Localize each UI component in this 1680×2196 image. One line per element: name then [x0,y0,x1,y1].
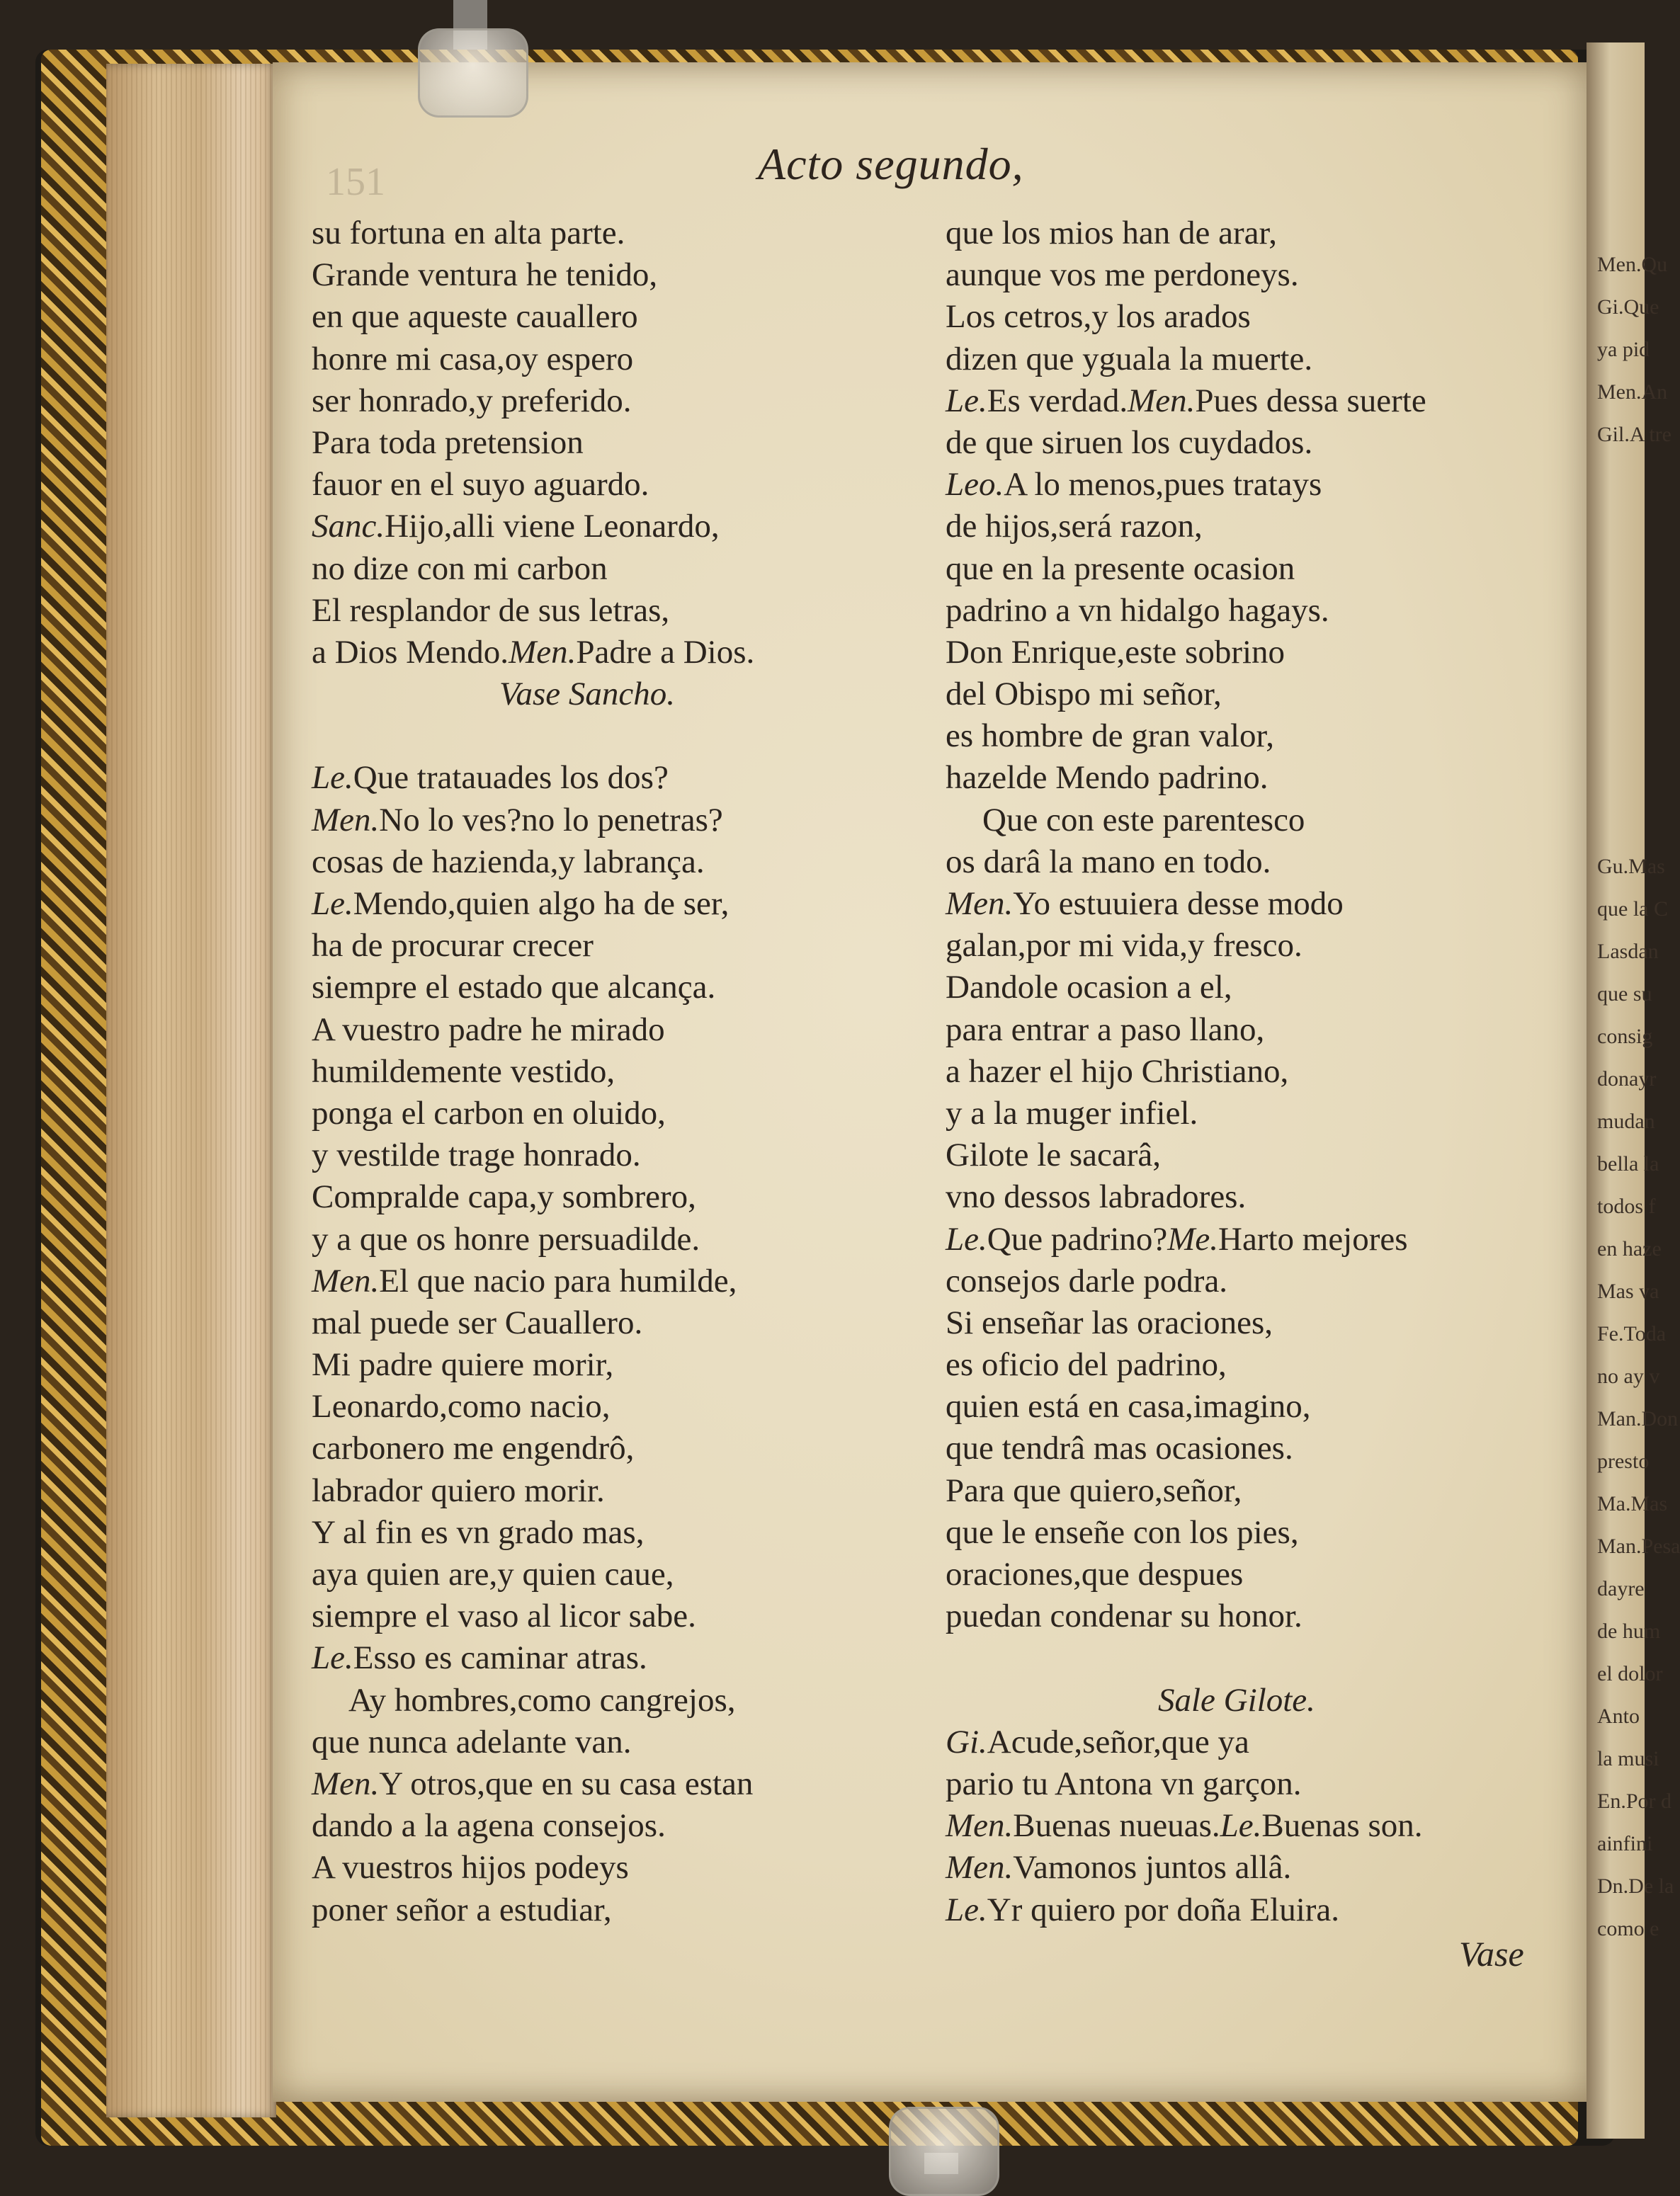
verse-line [312,1009,928,1051]
verse-line [312,548,928,590]
verse-line [312,1261,928,1302]
verse-line [946,1763,1555,1805]
verse-text: poner señor a estudiar, [312,1891,612,1928]
page-clip-bottom [889,2107,999,2196]
verse-line [946,1134,1555,1176]
verse-line [946,800,1555,841]
verse-text: Compralde capa,y sombrero, [312,1178,696,1216]
verse-text: Yo estuuiera desse modo [1013,885,1344,922]
verse-text: en que aqueste cauallero [312,298,638,336]
verse-line [946,1009,1555,1051]
speaker-prefix: Le. [312,759,353,797]
facing-page-fragment: Men.Qu [1597,253,1668,276]
facing-page-fragment: Men.An [1597,380,1668,404]
verse-text: Yr quiero por doña Eluira. [987,1891,1340,1928]
speaker-prefix: Le. [946,1891,987,1928]
verse-line [312,506,928,547]
verse-line [946,296,1555,338]
speaker-prefix: Men. [1128,382,1196,419]
facing-page-fragment: Man.Don [1597,1407,1679,1430]
verse-line [946,841,1555,883]
verse-line [946,422,1555,464]
verse-text: Y otros,que en su casa estan [379,1765,754,1802]
verse-line [946,506,1555,547]
verse-text: de hijos,será razon, [946,508,1203,545]
verse-text: su fortuna en alta parte. [312,215,625,251]
facing-page-fragment: Dn.De la [1597,1874,1674,1898]
verse-line [312,422,928,464]
verse-text: no dize con mi carbon [312,550,608,587]
verse-text: Y al fin es vn grado mas, [312,1513,645,1551]
verse-line [946,1093,1555,1134]
speaker-prefix: Gi. [946,1723,987,1760]
verse-text: del Obispo mi señor, [946,676,1222,713]
verse-line [312,1302,928,1344]
verse-text: y a la muger infiel. [946,1094,1198,1132]
verse-line [946,632,1555,673]
verse-text: aya quien are,y quien caue, [312,1556,674,1593]
verse-line [312,1595,928,1637]
verse-line [312,1051,928,1093]
verse-line [946,1595,1555,1637]
verse-line [312,1470,928,1512]
speaker-prefix: Le. [312,1639,353,1677]
verse-line [946,1302,1555,1344]
verse-text: de que siruen los cuydados. [946,423,1313,461]
facing-page-fragment: ainfini [1597,1832,1653,1855]
verse-text: que en la presente ocasion [946,550,1295,587]
verse-line [312,1847,928,1889]
verse-line [312,1344,928,1386]
facing-page-fragment: En.Por d [1597,1790,1672,1813]
verse-text: galan,por mi vida,y fresco. [946,927,1302,965]
verse-line [312,1763,928,1805]
verse-text: Pues dessa suerte [1195,382,1426,419]
verse-text: a hazer el hijo Christiano, [946,1052,1289,1090]
speaker-prefix: Le. [312,885,353,922]
verse-line [312,1512,928,1554]
facing-page-fragment: presto [1597,1450,1650,1473]
verse-text: El resplandor de sus letras, [312,591,670,629]
verse-text: Padre a Dios. [576,633,755,671]
verse-text: Buenas nueuas. [1013,1807,1220,1845]
facing-page-fragment: dayre [1597,1577,1645,1600]
speaker-prefix: Men. [946,1849,1014,1887]
verse-text: El que nacio para humilde, [379,1262,737,1299]
blank-line [312,715,928,757]
verse-text: humildemente vestido, [312,1052,615,1090]
facing-page-fragment: de hum [1597,1620,1661,1643]
facing-page-fragment: donayr [1597,1067,1657,1091]
verse-text: Si enseñar las oraciones, [946,1304,1273,1341]
verse-text: puedan condenar su honor. [946,1598,1302,1635]
verse-text: cosas de hazienda,y labrança. [312,843,705,880]
verse-line [946,212,1555,254]
verse-text: Para toda pretension [312,423,584,461]
facing-page-fragment: la musi [1597,1747,1659,1770]
verse-text: No lo ves?no lo penetras? [379,801,723,838]
verse-line [312,757,928,799]
verse-text: Esso es caminar atras. [353,1639,647,1677]
verse-line [312,1219,928,1261]
catchword: Vase [1459,1934,1524,1974]
verse-text: es hombre de gran valor, [946,717,1275,755]
verse-line [312,212,928,254]
facing-page-fragment: Ma.Mas [1597,1492,1668,1515]
text-column-left [312,212,928,1931]
speaker-prefix: Men. [946,885,1014,922]
verse-text: es oficio del padrino, [946,1346,1227,1384]
verse-line [312,296,928,338]
verse-text: Buenas son. [1261,1807,1423,1845]
verse-text: pario tu Antona vn garçon. [946,1765,1302,1802]
facing-page-fragment: bella la [1597,1152,1659,1176]
speaker-prefix: Leo. [946,466,1004,504]
verse-line [946,715,1555,757]
verse-text: Mendo,quien algo ha de ser, [353,885,730,922]
verse-text: y vestilde trage honrado. [312,1137,641,1174]
verse-line [946,1386,1555,1428]
facing-page-fragment: en haze [1597,1237,1662,1261]
speaker-prefix: Le. [946,382,987,419]
text-column-right [946,212,1555,1931]
facing-page-fragment: Anto [1597,1705,1640,1728]
facing-page-fragment: Mas va [1597,1280,1659,1303]
verse-line [312,1176,928,1218]
verse-text: padrino a vn hidalgo hagays. [946,591,1329,629]
verse-line [946,1554,1555,1595]
verse-text: Hijo,alli viene Leonardo, [385,508,720,545]
verse-line [312,380,928,422]
verse-text: que tendrâ mas ocasiones. [946,1430,1293,1467]
speaker-prefix: Men. [509,633,577,671]
verse-text: os darâ la mano en todo. [946,843,1271,880]
verse-line [946,1847,1555,1889]
verse-line [946,1805,1555,1847]
verse-text: A lo menos,pues tratays [1004,466,1322,504]
facing-page-fragment: Man.Pesa [1597,1535,1680,1558]
verse-text: Que con este parentesco [982,801,1305,838]
speaker-prefix: Me. [1167,1220,1218,1258]
verse-line [312,1637,928,1679]
verse-text: a Dios Mendo. [312,633,509,671]
verse-text: aunque vos me perdoneys. [946,256,1299,294]
verse-line [312,925,928,967]
verse-text: y a que os honre persuadilde. [312,1220,700,1258]
verse-line [946,757,1555,799]
verse-line [946,338,1555,380]
verse-line [946,548,1555,590]
verse-line [946,380,1555,422]
verse-line [312,800,928,841]
speaker-prefix: Men. [312,1262,380,1299]
facing-page-fragment: Lasdan [1597,940,1659,963]
verse-text: Para que quiero,señor, [946,1472,1242,1509]
stage-direction: Sale Gilote. [1158,1681,1315,1719]
speaker-prefix: Men. [312,1765,380,1802]
verse-line [312,464,928,506]
facing-page-fragment: Fe.Toda [1597,1322,1667,1346]
facing-page-fragment: que su [1597,982,1652,1006]
verse-line [946,1470,1555,1512]
verse-line [312,1428,928,1469]
verse-text: Grande ventura he tenido, [312,256,658,294]
verse-line [946,1722,1555,1763]
verse-line [946,464,1555,506]
verse-line [312,1889,928,1931]
verse-line [946,673,1555,715]
facing-page-fragment: todos f [1597,1195,1656,1218]
facing-page-fragment: mudan [1597,1110,1655,1133]
speaker-prefix: Le. [1220,1807,1262,1845]
verse-text: quien está en casa,imagino, [946,1388,1311,1426]
facing-page-fragment: el dolor [1597,1662,1663,1685]
verse-text: consejos darle podra. [946,1262,1228,1299]
verse-text: Dandole ocasion a el, [946,969,1232,1006]
verse-text: que los mios han de arar, [946,215,1277,251]
facing-page-fragment: Gu.Mas [1597,855,1665,878]
verse-line [312,1386,928,1428]
verse-line [946,590,1555,632]
verse-line [946,1889,1555,1931]
facing-page-fragment: que la C [1597,897,1668,921]
verse-line [946,254,1555,296]
facing-page-fragment: consig [1597,1025,1653,1048]
verse-text: que le enseñe con los pies, [946,1513,1299,1551]
verse-text: Leonardo,como nacio, [312,1388,611,1426]
verse-line [312,632,928,673]
page-fore-edge [106,64,276,2117]
verse-text: dando a la agena consejos. [312,1807,666,1845]
verse-line [946,1261,1555,1302]
verse-text: mal puede ser Cauallero. [312,1304,643,1341]
verse-text: vno dessos labradores. [946,1178,1247,1216]
verse-line [312,883,928,925]
verse-line [946,883,1555,925]
verse-line [312,1134,928,1176]
verse-text: Harto mejores [1218,1220,1408,1258]
verse-line [946,925,1555,967]
verse-text: dizen que yguala la muerte. [946,340,1313,377]
verse-text: Que tratauades los dos? [353,759,669,797]
verse-line [946,1219,1555,1261]
verse-line [312,967,928,1008]
verse-line [312,1680,928,1722]
verse-text: carbonero me engendrô, [312,1430,635,1467]
verse-line [946,1051,1555,1093]
facing-page-fragment: como e [1597,1917,1659,1940]
verse-text: Acude,señor,que ya [987,1723,1249,1760]
verse-text: A vuestro padre he mirado [312,1011,665,1048]
facing-page-fragment: ya pid [1597,338,1650,361]
speaker-prefix: Men. [946,1807,1014,1845]
verse-text: oraciones,que despues [946,1556,1244,1593]
verse-text: ser honrado,y preferido. [312,382,632,419]
speaker-prefix: Sanc. [312,508,385,545]
verse-text: siempre el estado que alcança. [312,969,716,1006]
verse-text: Mi padre quiere morir, [312,1346,614,1384]
verse-line [946,1428,1555,1469]
verse-text: A vuestros hijos podeys [312,1849,629,1887]
stage-direction: Vase Sancho. [499,676,676,713]
verse-text: ponga el carbon en oluido, [312,1094,666,1132]
verse-line [312,590,928,632]
verse-line [946,967,1555,1008]
verse-text: para entrar a paso llano, [946,1011,1265,1048]
verse-text: honre mi casa,oy espero [312,340,634,377]
verse-text: Ay hombres,como cangrejos, [348,1681,736,1719]
verse-text: siempre el vaso al licor sabe. [312,1598,696,1635]
verse-line [946,1176,1555,1218]
verse-line [946,1512,1555,1554]
verse-line [312,841,928,883]
verse-text: fauor en el suyo aguardo. [312,466,649,504]
verse-text: que nunca adelante van. [312,1723,632,1760]
verse-line [312,1554,928,1595]
facing-page-fragment: Gi.Que [1597,295,1659,319]
verse-line [312,1093,928,1134]
verse-text: Don Enrique,este sobrino [946,633,1285,671]
verse-line [312,1805,928,1847]
verse-text: Los cetros,y los arados [946,298,1251,336]
folio-number: 151 [326,160,385,204]
verse-text: ha de procurar crecer [312,927,594,965]
verse-line [312,338,928,380]
verse-line [946,1344,1555,1386]
verse-text: Vamonos juntos allâ. [1013,1849,1292,1887]
facing-page-fragment: Gil.A tre [1597,423,1672,446]
page-clip-top [418,28,528,118]
verse-line [312,1722,928,1763]
speaker-prefix: Le. [946,1220,987,1258]
verse-line [312,254,928,296]
verse-text: Que padrino? [987,1220,1168,1258]
blank-line [946,1637,1555,1679]
facing-page-fragment: no ay v [1597,1365,1660,1388]
verse-text: labrador quiero morir. [312,1472,605,1509]
verse-text: Es verdad. [987,382,1128,419]
verse-text: Gilote le sacarâ, [946,1137,1162,1174]
speaker-prefix: Men. [312,801,380,838]
verse-text: hazelde Mendo padrino. [946,759,1268,797]
running-title: Acto segundo, [758,139,1024,189]
